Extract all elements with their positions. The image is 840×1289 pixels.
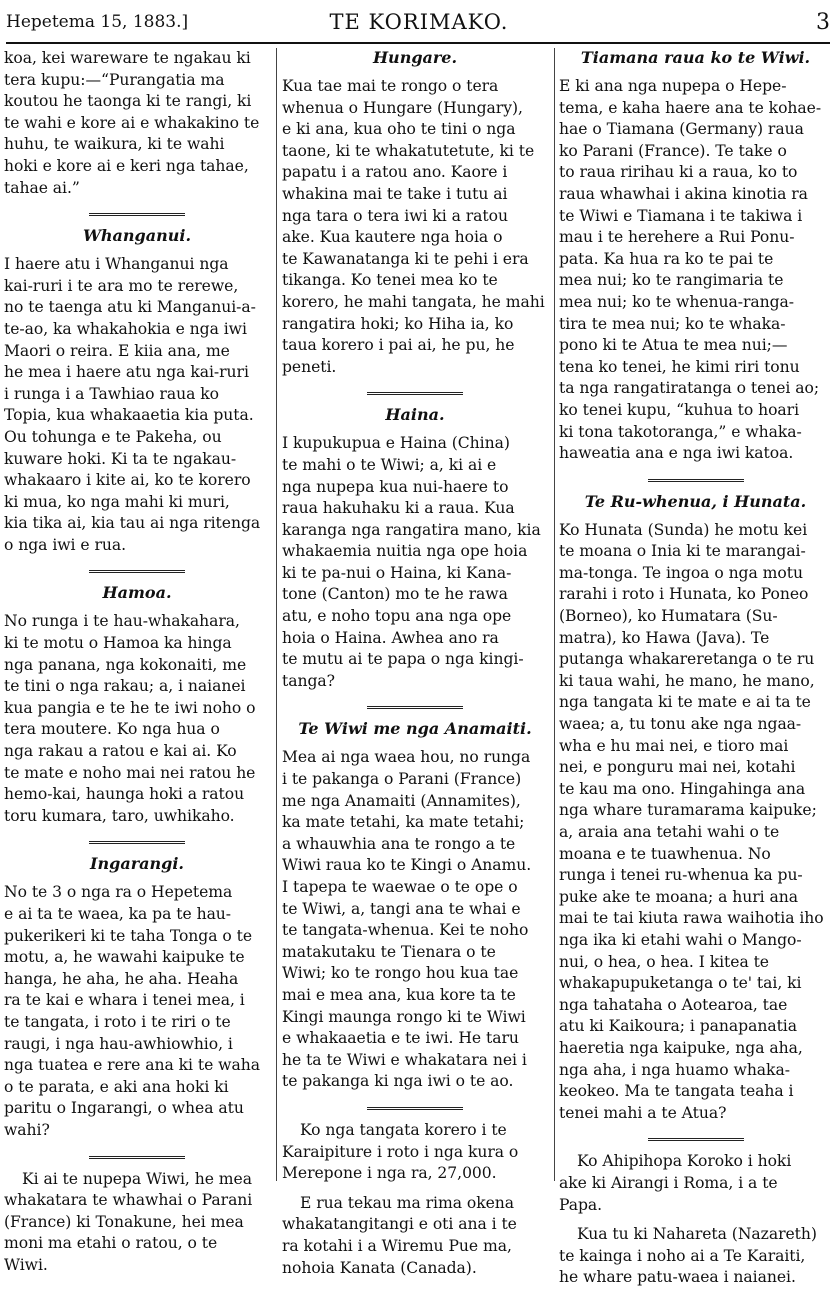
newspaper-title: TE KORIMAKO.	[329, 10, 509, 34]
heading-anamaiti: Te Wiwi me nga Anamaiti.	[298, 719, 532, 739]
heading-hamoa: Hamoa.	[102, 583, 172, 603]
note-wiwi: Ki ai te nupepa Wiwi, he mea whakatara te whawhai o Parani (France) ki Tonakune, hei mea moni ma etahi o ratou, o te Wiwi.	[4, 1169, 253, 1274]
column-3	[559, 48, 832, 1287]
article-ingarangi: No te 3 o nga ra o Hepetema e ai ta te waea, ka pa te hau- pukerikeri ki te taha Tonga o te motu, a, he wawahi kaipuke te hanga, he aha, he aha. Heaha ra te kai e whara i tenei mea, i te tangata, i roto i te riri o te raugi, i nga hau-awhiowhio, i nga tuatea e rere ana ki te waha o te parata, e aki ana hoki ki paritu o Ingarangi, o whea atu wahi?	[4, 883, 260, 1139]
note-karaipiture: Ko nga tangata korero i te Karaipiture i roto i nga kura o Merepone i nga ra, 27,000.	[282, 1120, 519, 1183]
column-2	[282, 48, 548, 1277]
heading-haina: Haina.	[385, 405, 445, 425]
article-whanganui: I haere atu i Whanganui nga kai-ruri i te ara mo te rerewe, no te taenga atu ki Manganui-a- te-ao, ka whakahokia e nga iwi Maori o reira. E kiia ana, me he mea i haere atu nga kai-ruri i runga i a Tawhiao raua ko Topia, kua whakaaetia kia puta. Ou tohunga e te Pakeha, ou kuware hoki. Ki ta te ngakau- whakaaro i kite ai, ko te korero ki mua, ko nga mahi ki muri, kia tika ai, kia tau ai nga ritenga o nga iwi e rua.	[4, 255, 261, 554]
heading-ingarangi: Ingarangi.	[90, 854, 184, 874]
article-hamoa: No runga i te hau-whakahara, ki te motu o Hamoa ka hinga nga panana, nga kokonaiti, me te tini o nga rakau; a, i naianei kua pangia e te he te iwi noho o tera moutere. Ko nga hua o nga rakau a ratou e kai ai. Ko te mate e noho mai nei ratou he hemo-kai, haunga hoki a ratou toru kumara, taro, uwhikaho.	[4, 612, 256, 825]
column-divider	[276, 48, 277, 1181]
article-tiamana: E ki ana nga nupepa o Hepe- tema, e kaha haere ana te kohae- hae o Tiamana (Germany) raua ko Parani (France). Te take o to raua ririhau ki a raua, ko to raua whawhai i akina kinotia ra te Wiwi e Tiamana i te takiwa i mau i te herehere a Rui Ponu- pata. Ka hua ra ko te pai te mea nui; ko te rangimaria te mea nui; ko te whenua-ranga- tira te mea nui; ko te whaka- pono ki te Atua te mea nui;— tena ko tenei, he kimi riri tonu ta nga rangatiratanga o tenei ao; ko tenei kupu, “kuhua to hoari ki tona takotoranga,” e whaka- haweatia ana e nga iwi katoa.	[559, 77, 822, 463]
note-okena: E rua tekau ma rima okena whakatangitangi e oti ana i te ra kotahi i a Wiremu Pue ma, nohoia Kanata (Canada).	[282, 1193, 517, 1277]
note-nahareta: Kua tu ki Nahareta (Nazareth) te kainga i noho ai a Te Karaiti, he whare patu-waea i naianei.	[559, 1225, 817, 1287]
intro-paragraph: koa, kei wareware te ngakau ki tera kupu:—“Purangatia ma koutou he taonga ki te rangi, ki te wahi e kore ai e whakakino te huhu, te waikura, ki te wahi hoki e kore ai e keri nga tahae, tahae ai.”	[4, 49, 260, 197]
column-1	[4, 48, 270, 1274]
page-number: 3	[816, 10, 830, 35]
note-ahipihopa: Ko Ahipihopa Koroko i hoki ake ki Airangi i Roma, i a te Papa.	[559, 1152, 792, 1214]
heading-tiamana: Tiamana raua ko te Wiwi.	[580, 48, 811, 67]
heading-hunata: Te Ru-whenua, i Hunata.	[584, 491, 807, 511]
page-header	[6, 4, 832, 44]
heading-hungare: Hungare.	[372, 48, 458, 67]
issue-date: Hepetema 15, 1883.]	[6, 12, 189, 32]
header-rule	[6, 42, 830, 44]
article-anamaiti: Mea ai nga waea hou, no runga i te pakanga o Parani (France) me nga Anamaiti (Annamites), ka mate tetahi, ka mate tetahi; a whauwhia ana te rongo a te Wiwi raua ko te Kingi o Anamu. I tapepa te waewae o te ope o te Wiwi, a, tangi ana te whai e te tangata-whenua. Kei te noho matakutaku te Tienara o te Wiwi; ko te rongo hou kua tae mai e mea ana, kua kore ta te Kingi maunga rongo ki te Wiwi e whakaaetia e te iwi. He taru he ta te Wiwi e whakatara nei i te pakanga ki nga iwi o te ao.	[282, 748, 532, 1091]
article-haina: I kupukupua e Haina (China) te mahi o te Wiwi; a, ki ai e nga nupepa kua nui-haere to raua hakuhaku ki a raua. Kua karanga nga rangatira mano, kia whakaemia nuitia nga ope hoia ki te pa-nui o Haina, ki Kana- tone (Canton) mo te he rawa atu, e noho topu ana nga ope hoia o Haina. Awhea ano ra te mutu ai te papa o nga kingi- tanga?	[282, 434, 541, 690]
heading-whanganui: Whanganui.	[82, 226, 192, 246]
column-divider	[554, 48, 555, 1181]
article-hungare: Kua tae mai te rongo o tera whenua o Hungare (Hungary), e ki ana, kua oho te tini o nga taone, ki te whakatutetute, ki te papatu i a ratou ano. Kaore i whakina mai te take i tutu ai nga tara o tera iwi ki a ratou ake. Kua kautere nga hoia o te Kawanatanga ki te pehi i era tikanga. Ko tenei mea ko te korero, he mahi tangata, he mahi rangatira hoki; ko Hiha ia, ko taua korero i pai ai, he pu, he peneti.	[282, 77, 545, 376]
article-hunata: Ko Hunata (Sunda) he motu kei te moana o Inia ki te marangai- ma-tonga. Te ingoa o nga motu rarahi i roto i Hunata, ko Poneo (Borneo), ko Humatara (Su- matra), ko Hawa (Java). Te putanga whakareretanga o te ru ki taua wahi, he mano, he mano, nga tangata ki te mate e ai ta te waea; a, tu tonu ake nga ngaa- wha e hu mai nei, e tioro mai nei, e ponguru mai nei, kotahi te kau ma ono. Hingahinga ana nga whare turamarama kaipuke; a, araia ana tetahi wahi o te moana e te tuawhenua. No runga i tenei ru-whenua ka pu- puke ake te moana; a huri ana mai te tai kiuta rawa waihotia iho nga ika ki etahi wahi o Mango- nui, o hea, o hea. I kitea te whakapupuketanga o te' tai, ki nga tahataha o Aotearoa, tae atu ki Kaikoura; i panapanatia haeretia nga kaipuke, nga aha, nga aha, i nga huamo whaka- keokeo. Ma te tangata teaha i tenei mahi a te Atua?	[559, 520, 824, 1122]
